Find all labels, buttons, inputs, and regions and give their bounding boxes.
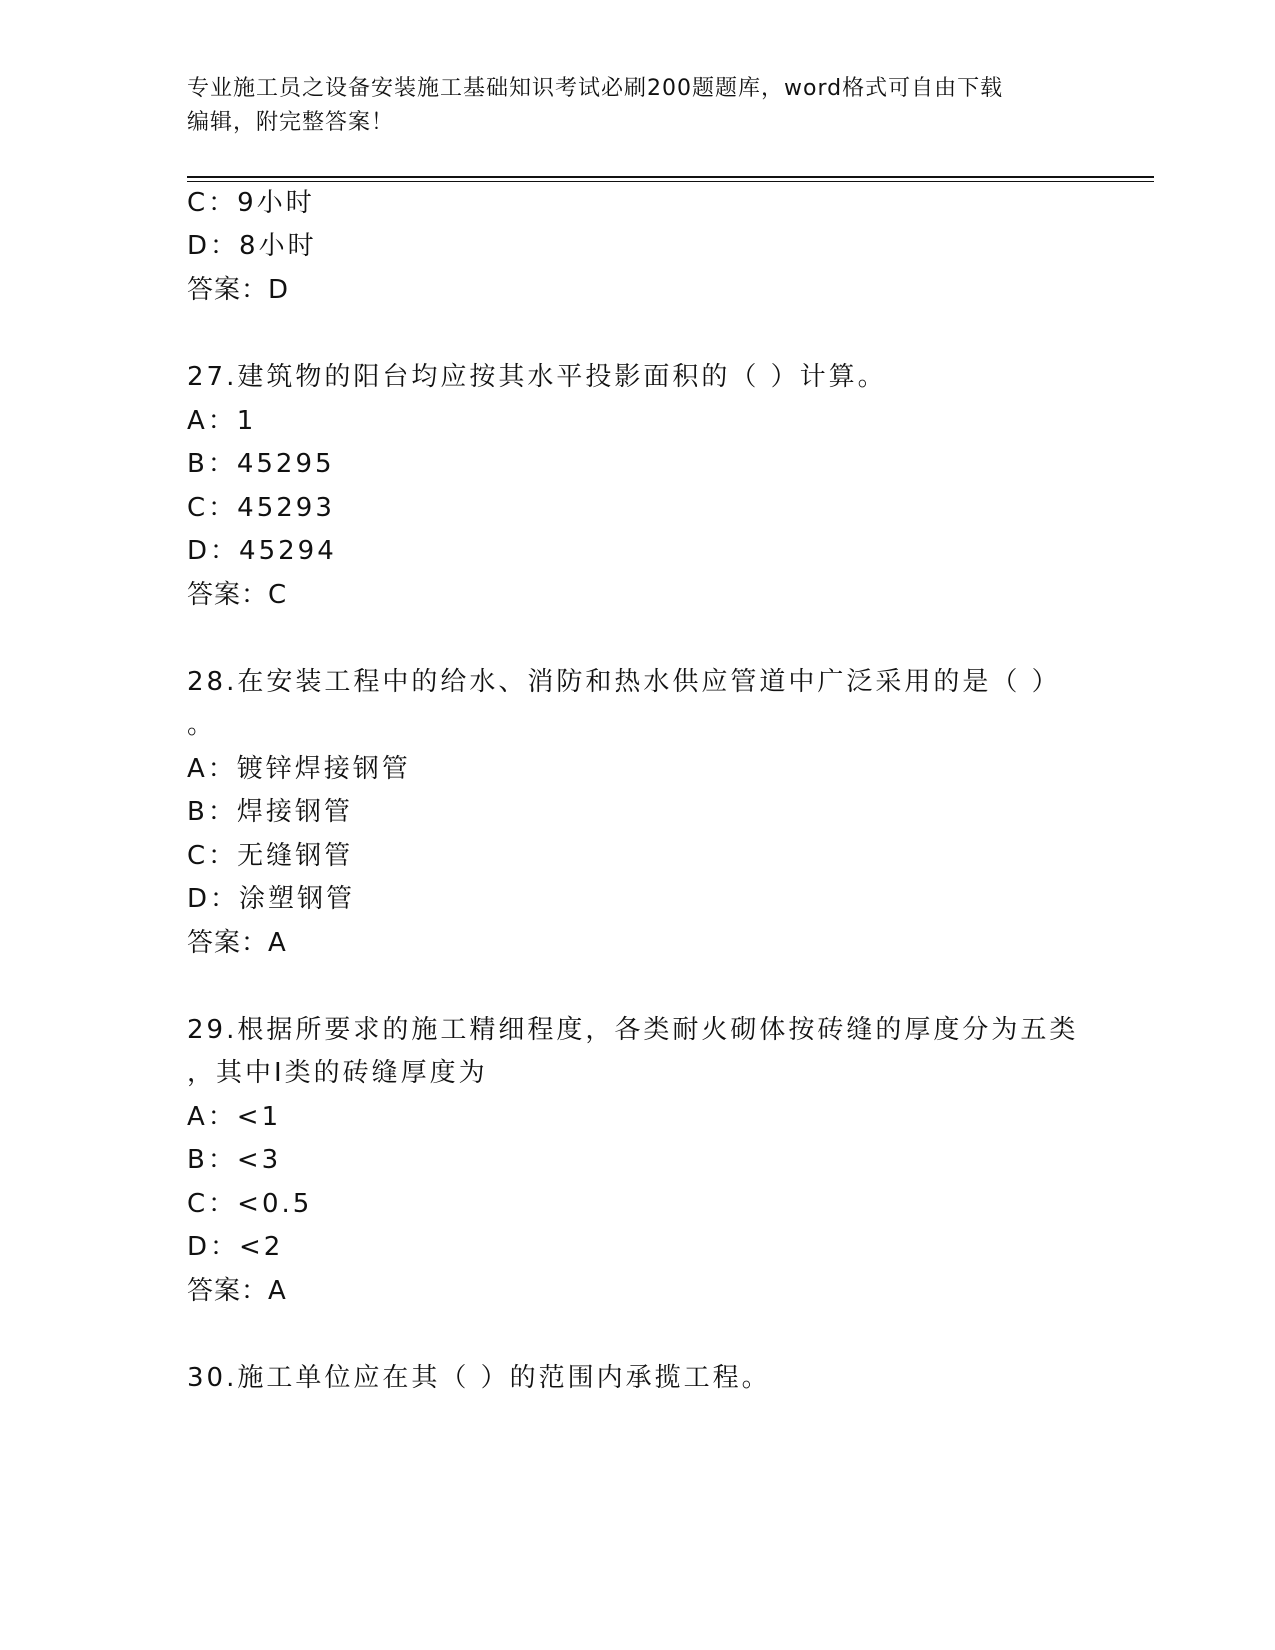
header-title-line-1: 专业施工员之设备安装施工基础知识考试必刷200题题库，word格式可自由下载	[187, 76, 1004, 101]
q27-answer: 答案：C	[187, 580, 288, 610]
q29-option-c: C：<0.5	[187, 1189, 313, 1219]
document-header	[187, 72, 1087, 140]
q28-question-line-1: 28.在安装工程中的给水、消防和热水供应管道中广泛采用的是（ ）	[187, 667, 1061, 697]
q27-option-d: D：45294	[187, 536, 337, 566]
header-title-line-2: 编辑，附完整答案！	[187, 110, 395, 135]
q27-option-c: C：45293	[187, 493, 335, 523]
prev-answer: 答案：D	[187, 275, 290, 305]
q29-answer: 答案：A	[187, 1276, 287, 1306]
q28-question-line-2: 。	[187, 710, 217, 740]
q28-option-b: B：焊接钢管	[187, 797, 353, 827]
q29-option-b: B：<3	[187, 1145, 282, 1175]
header-divider-thick	[187, 176, 1154, 178]
q29-question-line-1: 29.根据所要求的施工精细程度，各类耐火砌体按砖缝的厚度分为五类	[187, 1015, 1079, 1045]
q29-option-d: D：<2	[187, 1232, 284, 1262]
q28-option-d: D：涂塑钢管	[187, 884, 356, 914]
q27-option-a: A：1	[187, 406, 257, 436]
prev-option-d: D：8小时	[187, 231, 317, 261]
q27-question: 27.建筑物的阳台均应按其水平投影面积的（ ）计算。	[187, 362, 887, 392]
q30-question: 30.施工单位应在其（ ）的范围内承揽工程。	[187, 1363, 771, 1393]
q28-option-c: C：无缝钢管	[187, 841, 354, 871]
q28-answer: 答案：A	[187, 928, 287, 958]
prev-option-c: C：9小时	[187, 188, 315, 218]
q29-question-line-2: ，其中Ⅰ类的砖缝厚度为	[187, 1058, 488, 1088]
q29-option-a: A：<1	[187, 1102, 282, 1132]
q27-option-b: B：45295	[187, 449, 335, 479]
header-divider-thin	[187, 181, 1154, 182]
q28-option-a: A：镀锌焊接钢管	[187, 754, 411, 784]
